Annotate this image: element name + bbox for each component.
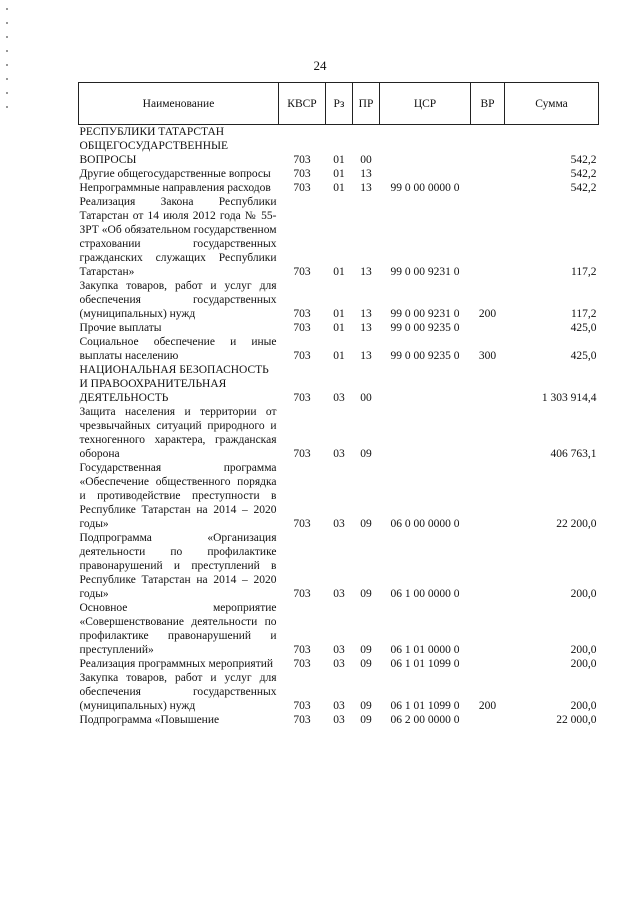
cell-kvsr: 703	[293, 266, 311, 278]
table-row	[79, 181, 599, 195]
binding-holes	[4, 0, 10, 905]
cell-sum: 200,0	[570, 644, 597, 656]
cell-pr: 13	[360, 266, 372, 278]
cell-rz: 03	[333, 392, 345, 404]
cell-sum: 200,0	[570, 658, 597, 670]
page-number: 24	[313, 58, 327, 73]
column-header-kvsr: КВСР	[279, 83, 326, 125]
table-row	[79, 671, 599, 713]
cell-vr	[471, 461, 505, 531]
cell-sum: 406 763,1	[550, 448, 597, 460]
cell-name: Другие общегосударственные вопросы	[79, 168, 271, 180]
cell-rz: 03	[333, 658, 345, 670]
column-header-name: Наименование	[79, 83, 279, 125]
cell-name: Непрограммные направления расходов	[79, 182, 271, 194]
cell-sum: 117,2	[571, 266, 597, 278]
cell-vr	[471, 321, 505, 335]
cell-name: Закупка товаров, работ и услуг для обеспечения государственных (муниципальных) нужд	[79, 672, 277, 712]
table-row	[79, 713, 599, 727]
cell-pr: 13	[360, 182, 372, 194]
table-row	[79, 167, 599, 181]
table-row	[79, 335, 599, 363]
cell-name: Реализация программных мероприятий	[79, 658, 274, 670]
table-row	[79, 321, 599, 335]
cell-name: Основное мероприятие «Совершенствование деятельности по профилактике правонарушений и преступлений»	[79, 602, 277, 656]
cell-sum: 1 303 914,4	[541, 392, 597, 404]
cell-csr	[380, 405, 471, 461]
cell-csr	[380, 139, 471, 167]
cell-csr	[380, 167, 471, 181]
cell-pr: 13	[360, 308, 372, 320]
cell-sum: 425,0	[570, 350, 597, 362]
budget-table	[78, 82, 599, 727]
cell-kvsr: 703	[293, 168, 311, 180]
cell-sum: 200,0	[570, 588, 597, 600]
cell-csr: 06 0 00 0000 0	[390, 518, 460, 530]
cell-name: Закупка товаров, работ и услуг для обеспечения государственных (муниципальных) нужд	[79, 280, 277, 320]
column-header-vr: ВР	[471, 83, 505, 125]
cell-csr: 99 0 00 9235 0	[390, 322, 460, 334]
cell-vr: 300	[478, 350, 497, 362]
cell-sum: 542,2	[570, 154, 597, 166]
cell-csr: 06 1 01 1099 0	[390, 700, 460, 712]
table-row	[79, 195, 599, 279]
cell-csr: 06 1 01 0000 0	[390, 644, 460, 656]
cell-pr: 09	[360, 714, 372, 726]
cell-rz: 01	[333, 182, 345, 194]
cell-pr	[353, 125, 380, 140]
cell-kvsr: 703	[293, 518, 311, 530]
cell-vr	[471, 167, 505, 181]
cell-rz: 03	[333, 714, 345, 726]
cell-kvsr: 703	[293, 392, 311, 404]
table-row	[79, 531, 599, 601]
cell-vr	[471, 531, 505, 601]
cell-sum: 117,2	[571, 308, 597, 320]
cell-rz	[326, 125, 353, 140]
cell-vr	[471, 713, 505, 727]
table-row	[79, 461, 599, 531]
cell-rz: 01	[333, 308, 345, 320]
cell-vr	[471, 657, 505, 671]
cell-csr: 99 0 00 0000 0	[390, 182, 460, 194]
cell-sum: 22 000,0	[556, 714, 597, 726]
cell-vr	[471, 195, 505, 279]
cell-rz: 03	[333, 644, 345, 656]
cell-kvsr	[279, 125, 326, 140]
cell-vr	[471, 405, 505, 461]
table-row	[79, 657, 599, 671]
table-header-row	[79, 83, 599, 125]
cell-sum: 542,2	[570, 182, 597, 194]
cell-csr: 06 1 01 1099 0	[390, 658, 460, 670]
cell-kvsr: 703	[293, 658, 311, 670]
cell-csr: 06 2 00 0000 0	[390, 714, 460, 726]
cell-csr: 99 0 00 9231 0	[390, 308, 460, 320]
table-body	[79, 125, 599, 728]
cell-kvsr: 703	[293, 448, 311, 460]
table-row	[79, 139, 599, 167]
cell-vr: 200	[478, 700, 497, 712]
column-header-csr: ЦСР	[380, 83, 471, 125]
cell-sum: 22 200,0	[556, 518, 597, 530]
cell-name: Подпрограмма «Организация деятельности по профилактике правонарушений и преступлений в Республике Татарстан на 2014 – 2020 годы»	[79, 532, 277, 600]
cell-rz: 01	[333, 350, 345, 362]
cell-pr: 09	[360, 700, 372, 712]
cell-pr: 13	[360, 168, 372, 180]
cell-pr: 13	[360, 322, 372, 334]
cell-kvsr: 703	[293, 182, 311, 194]
cell-name: НАЦИОНАЛЬНАЯ БЕЗОПАСНОСТЬ И ПРАВООХРАНИТЕЛЬНАЯ ДЕЯТЕЛЬНОСТЬ	[79, 364, 269, 404]
cell-rz: 01	[333, 168, 345, 180]
cell-pr: 09	[360, 518, 372, 530]
cell-kvsr: 703	[293, 322, 311, 334]
cell-vr	[471, 125, 505, 140]
cell-name: Прочие выплаты	[79, 322, 162, 334]
cell-kvsr: 703	[293, 714, 311, 726]
cell-csr	[380, 363, 471, 405]
cell-name: Реализация Закона Республики Татарстан от 14 июля 2012 года № 55-ЗРТ «Об обязательном государственном страховании государственных гражданских служащих Республики Татарстан»	[79, 196, 277, 278]
cell-kvsr: 703	[293, 308, 311, 320]
cell-sum: 425,0	[570, 322, 597, 334]
cell-pr: 00	[360, 392, 372, 404]
column-header-pr: ПР	[353, 83, 380, 125]
cell-sum	[505, 125, 599, 140]
cell-sum: 200,0	[570, 700, 597, 712]
cell-kvsr: 703	[293, 154, 311, 166]
cell-vr	[471, 181, 505, 195]
column-header-sum: Сумма	[505, 83, 599, 125]
cell-name: Государственная программа «Обеспечение общественного порядка и противодействие преступности в Республике Татарстан на 2014 – 2020 годы»	[79, 462, 277, 530]
cell-rz: 03	[333, 518, 345, 530]
table-row	[79, 279, 599, 321]
cell-pr: 00	[360, 154, 372, 166]
cell-vr	[471, 601, 505, 657]
cell-rz: 01	[333, 154, 345, 166]
cell-csr	[380, 125, 471, 140]
table-row	[79, 363, 599, 405]
cell-rz: 03	[333, 700, 345, 712]
cell-rz: 03	[333, 588, 345, 600]
cell-vr	[471, 363, 505, 405]
cell-name: РЕСПУБЛИКИ ТАТАРСТАН	[79, 126, 225, 138]
cell-vr: 200	[478, 308, 497, 320]
cell-sum: 542,2	[570, 168, 597, 180]
cell-csr: 06 1 00 0000 0	[390, 588, 460, 600]
table-row	[79, 405, 599, 461]
table-row	[79, 601, 599, 657]
cell-name: Социальное обеспечение и иные выплаты населению	[79, 336, 277, 362]
cell-rz: 01	[333, 266, 345, 278]
cell-kvsr: 703	[293, 700, 311, 712]
cell-pr: 13	[360, 350, 372, 362]
cell-name: Защита населения и территории от чрезвычайных ситуаций природного и техногенного характера, гражданская оборона	[79, 406, 277, 460]
cell-pr: 09	[360, 448, 372, 460]
column-header-rz: Рз	[326, 83, 353, 125]
cell-vr	[471, 139, 505, 167]
cell-csr: 99 0 00 9231 0	[390, 266, 460, 278]
cell-kvsr: 703	[293, 588, 311, 600]
cell-csr: 99 0 00 9235 0	[390, 350, 460, 362]
cell-pr: 09	[360, 658, 372, 670]
cell-kvsr: 703	[293, 350, 311, 362]
table-row	[79, 125, 599, 140]
cell-pr: 09	[360, 644, 372, 656]
cell-name: ОБЩЕГОСУДАРСТВЕННЫЕ ВОПРОСЫ	[79, 140, 229, 166]
cell-rz: 03	[333, 448, 345, 460]
cell-rz: 01	[333, 322, 345, 334]
cell-kvsr: 703	[293, 644, 311, 656]
cell-pr: 09	[360, 588, 372, 600]
cell-name: Подпрограмма «Повышение	[79, 714, 220, 726]
